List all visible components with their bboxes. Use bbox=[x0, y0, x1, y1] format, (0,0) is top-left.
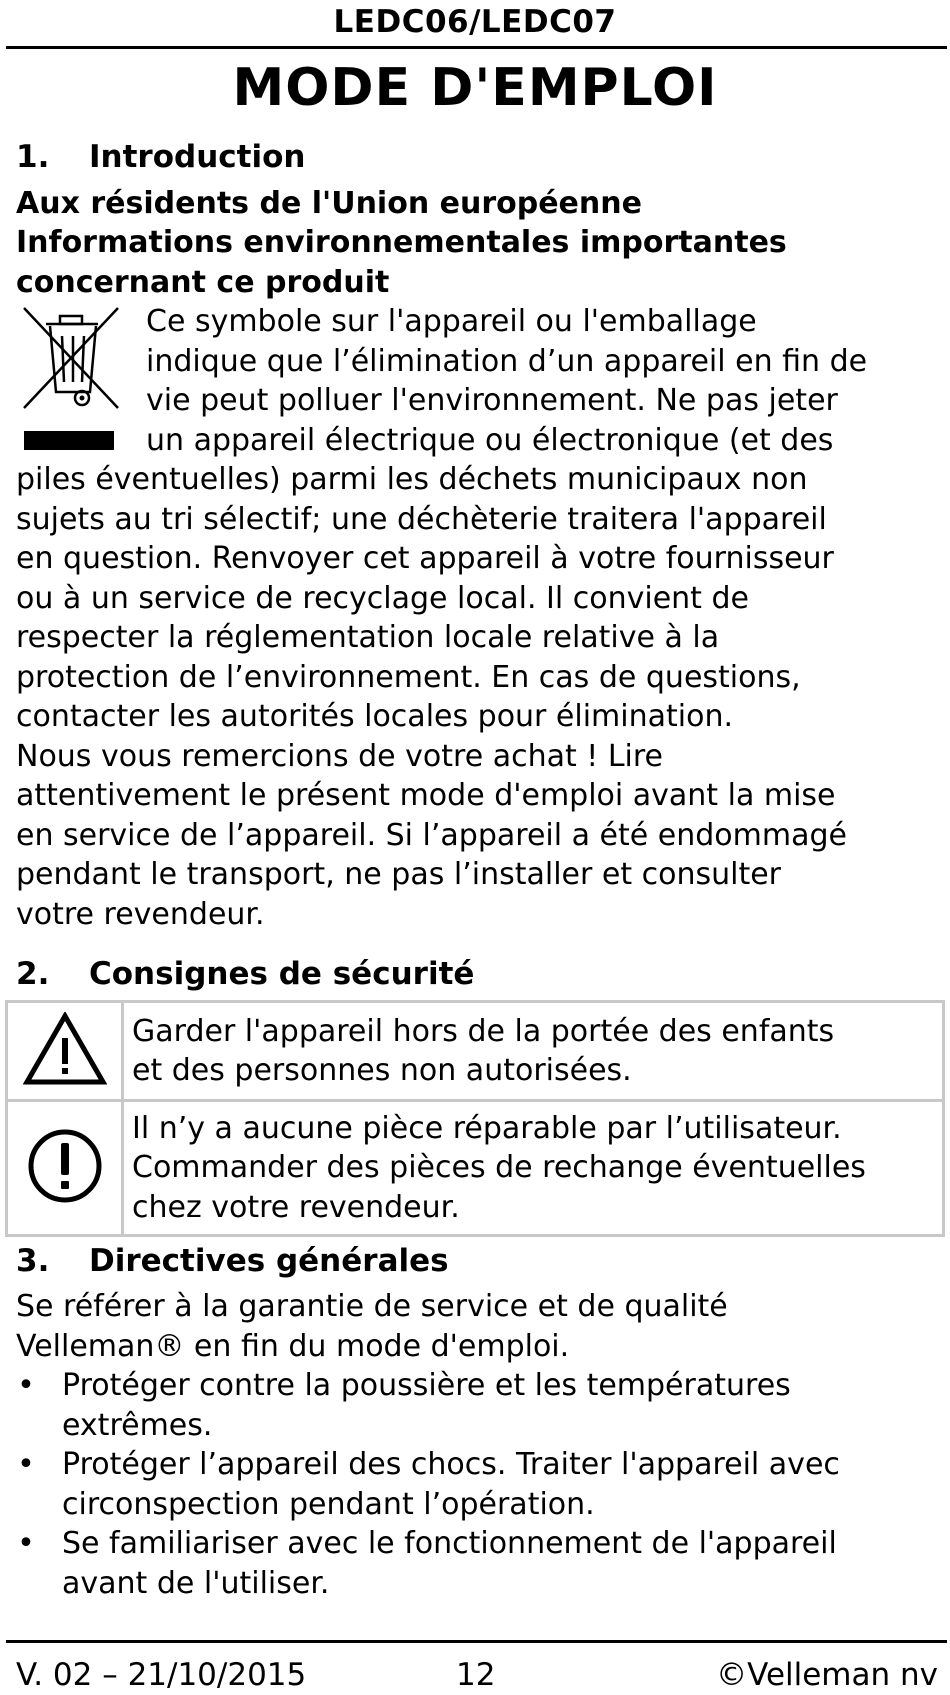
header-divider bbox=[6, 46, 947, 49]
bullet: • bbox=[17, 1447, 35, 1482]
warning-triangle-icon bbox=[23, 1012, 107, 1086]
table-row bbox=[7, 1002, 944, 1101]
table-row bbox=[7, 1101, 944, 1236]
introduction-body-text bbox=[16, 460, 847, 934]
table-cell-text bbox=[123, 1101, 944, 1236]
text-line: ou à un service de recyclage local. Il convient de bbox=[16, 580, 749, 616]
section-heading-general bbox=[16, 1241, 449, 1281]
model-number: LEDC06/LEDC07 bbox=[333, 4, 617, 40]
text-line: Nous vous remercions de votre achat ! Lire bbox=[16, 738, 664, 774]
text-line: un appareil électrique ou électronique (et des bbox=[146, 422, 834, 458]
general-guidelines-list bbox=[16, 1366, 840, 1603]
section-title: Consignes de sécurité bbox=[89, 956, 475, 992]
table-cell-icon bbox=[7, 1101, 123, 1236]
text-line: chez votre revendeur. bbox=[132, 1189, 460, 1225]
text-line: Ce symbole sur l'appareil ou l'emballage bbox=[146, 304, 757, 339]
list-item bbox=[16, 1524, 840, 1603]
text-line: sujets au tri sélectif; une déchèterie traitera l'appareil bbox=[16, 501, 827, 537]
text-line: et des personnes non autorisées. bbox=[132, 1053, 632, 1088]
table-cell-icon bbox=[7, 1002, 123, 1101]
section-title: Introduction bbox=[89, 139, 306, 175]
document-title: MODE D'EMPLOI bbox=[232, 58, 718, 118]
copyright: ©Velleman nv bbox=[716, 1657, 938, 1693]
text-line: contacter les autorités locales pour élimination. bbox=[16, 699, 734, 734]
text-line: Protéger contre la poussière et les températures bbox=[62, 1368, 791, 1403]
text-line: avant de l'utiliser. bbox=[62, 1565, 330, 1601]
page-footer bbox=[16, 1655, 938, 1695]
section-title: Directives générales bbox=[89, 1243, 449, 1279]
eu-residents-heading: Aux résidents de l'Union européenne bbox=[16, 186, 642, 221]
safety-instructions-table bbox=[5, 1000, 945, 1237]
table-cell-text bbox=[123, 1002, 944, 1101]
text-line: vie peut polluer l'environnement. Ne pas jeter bbox=[146, 383, 838, 418]
weee-notice-text bbox=[146, 302, 867, 460]
general-intro-text bbox=[16, 1287, 728, 1366]
text-line: Se référer à la garantie de service et de qualité bbox=[16, 1289, 728, 1324]
text-line: en question. Renvoyer cet appareil à votre fournisseur bbox=[16, 541, 834, 576]
text-line: Se familiariser avec le fonctionnement de l'appareil bbox=[62, 1526, 837, 1561]
text-line: Velleman® en fin du mode d'emploi. bbox=[16, 1328, 570, 1364]
text-line: extrêmes. bbox=[62, 1407, 213, 1443]
text-line: Commander des pièces de rechange éventuelles bbox=[132, 1150, 866, 1186]
section-heading-introduction bbox=[16, 137, 305, 177]
text-line: piles éventuelles) parmi les déchets municipaux non bbox=[16, 462, 808, 497]
list-item bbox=[16, 1445, 840, 1524]
text-line: Protéger l’appareil des chocs. Traiter l'appareil avec bbox=[62, 1447, 840, 1482]
text-line: respecter la réglementation locale relative à la bbox=[16, 620, 720, 655]
section-number: 2. bbox=[16, 956, 50, 992]
text-line: Garder l'appareil hors de la portée des enfants bbox=[132, 1013, 835, 1049]
text-line: votre revendeur. bbox=[16, 896, 265, 932]
black-bar-icon bbox=[24, 431, 114, 450]
bullet: • bbox=[17, 1526, 35, 1561]
page-number: 12 bbox=[456, 1657, 496, 1693]
text-line: pendant le transport, ne pas l’installer et consulter bbox=[16, 857, 782, 892]
text-line: protection de l’environnement. En cas de questions, bbox=[16, 659, 801, 695]
list-item bbox=[16, 1366, 840, 1445]
section-number: 3. bbox=[16, 1243, 50, 1279]
exclamation-circle-icon bbox=[26, 1127, 104, 1205]
version-date: V. 02 – 21/10/2015 bbox=[16, 1657, 307, 1693]
section-number: 1. bbox=[16, 139, 50, 175]
environment-info-heading: Informations environnementales importantes bbox=[16, 225, 787, 260]
footer-divider bbox=[6, 1640, 947, 1643]
bullet: • bbox=[17, 1368, 35, 1403]
text-line: indique que l’élimination d’un appareil en fin de bbox=[146, 343, 868, 379]
text-line: circonspection pendant l’opération. bbox=[62, 1486, 595, 1522]
product-concern-heading: concernant ce produit bbox=[16, 265, 390, 300]
section-heading-safety bbox=[16, 954, 474, 994]
text-line: attentivement le présent mode d'emploi avant la mise bbox=[16, 778, 836, 813]
crossed-out-wheeled-bin-icon bbox=[20, 306, 122, 410]
text-line: Il n’y a aucune pièce réparable par l’utilisateur. bbox=[132, 1110, 842, 1146]
text-line: en service de l’appareil. Si l’appareil a été endommagé bbox=[16, 817, 847, 853]
